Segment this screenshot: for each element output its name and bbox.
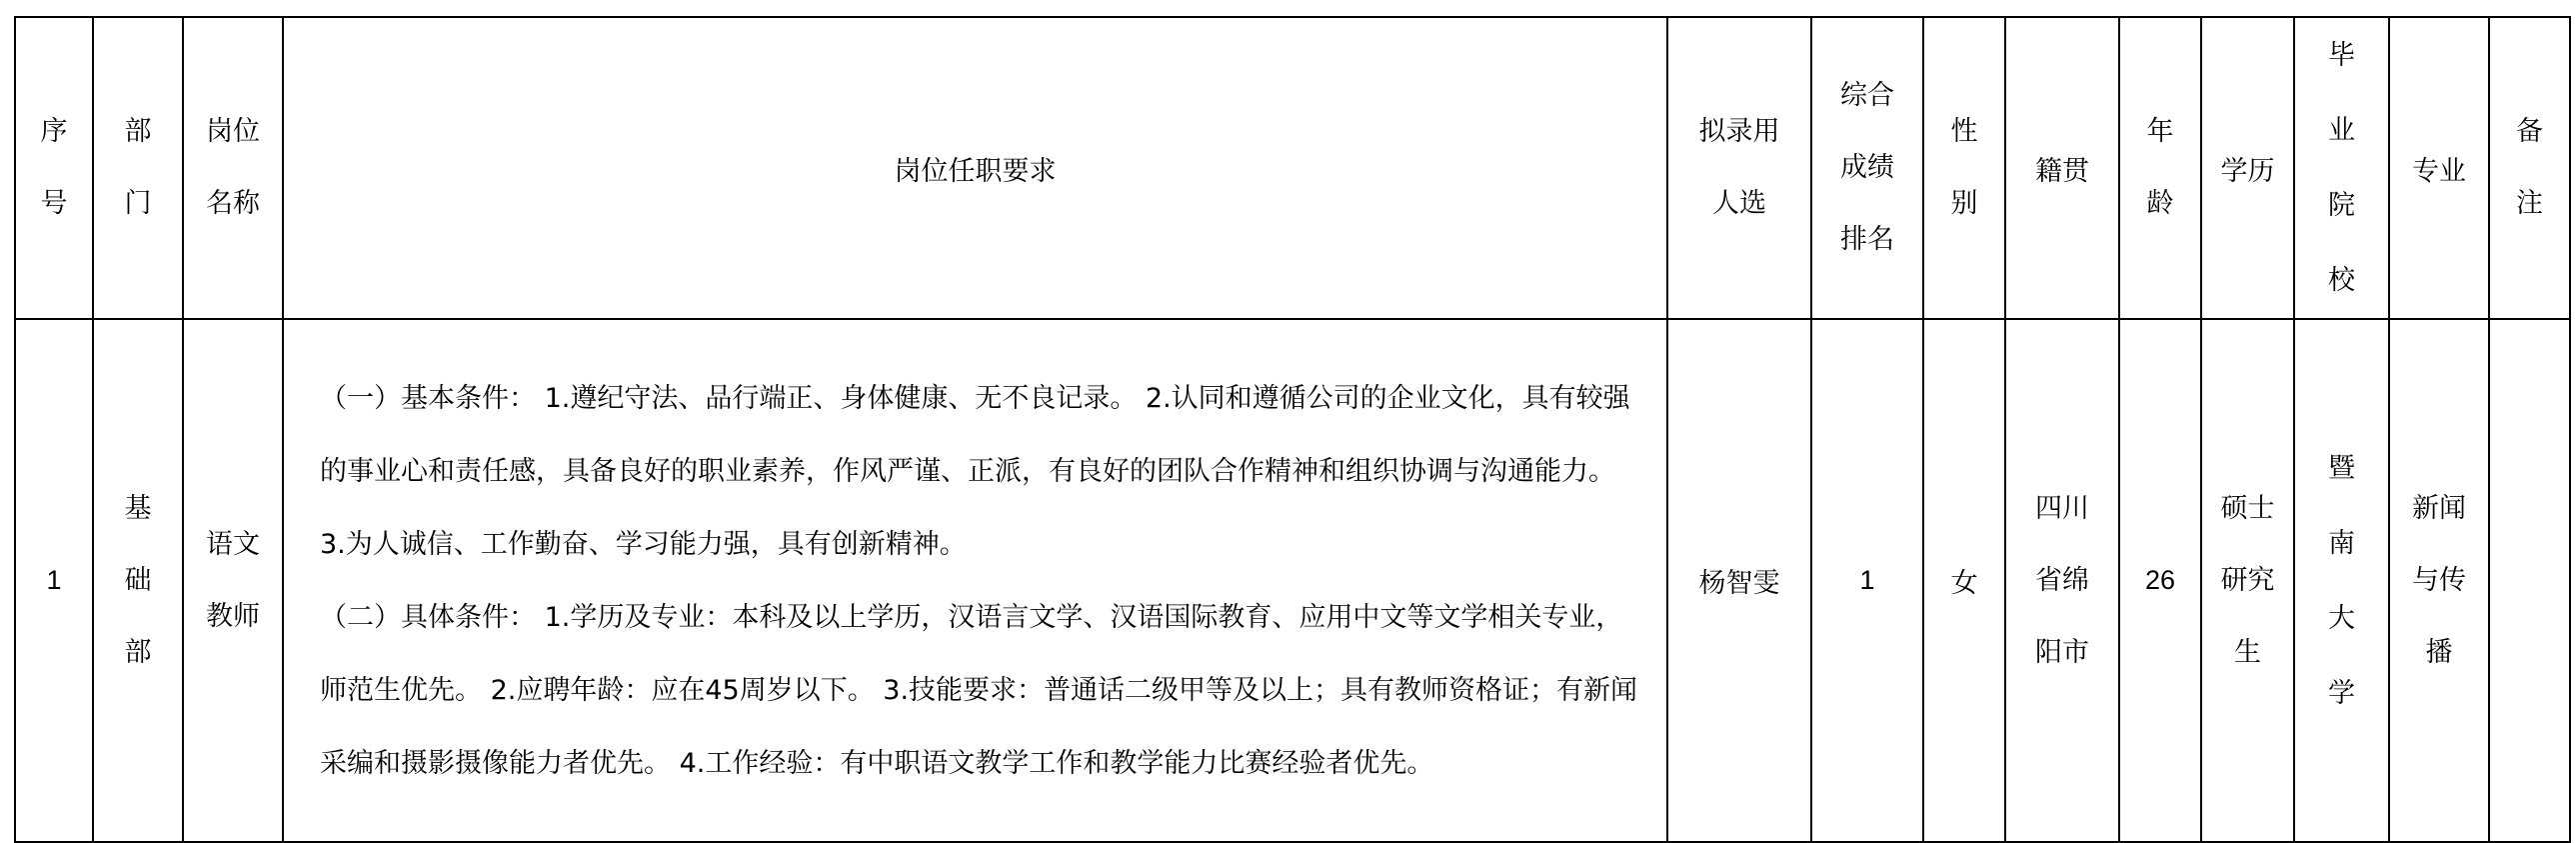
header-school: 毕业院校: [2294, 17, 2389, 319]
recruitment-table: [14, 16, 2571, 843]
cell-gender: 女: [1923, 319, 2005, 842]
header-gender: 性别: [1923, 17, 2005, 319]
recruitment-table-sheet: [14, 16, 2569, 834]
requirements-basic: （一）基本条件： 1.遵纪守法、品行端正、身体健康、无不良记录。 2.认同和遵循公司的企业文化，具有较强的事业心和责任感，具备良好的职业素养，作风严谨、正派，有良好的团队合作精神和组织协调与沟通能力。 3.为人诚信、工作勤奋、学习能力强，具有创新精神。: [320, 382, 1630, 560]
header-candidate: 拟录用人选: [1667, 17, 1811, 319]
header-dept: 部门: [93, 17, 183, 319]
cell-candidate: 杨智雯: [1667, 319, 1811, 842]
header-education: 学历: [2201, 17, 2294, 319]
requirements-specific: （二）具体条件： 1.学历及专业：本科及以上学历，汉语言文学、汉语国际教育、应用中文等文学相关专业，师范生优先。 2.应聘年龄：应在45周岁以下。 3.技能要求：普通话二级甲等及以上；具有教师资格证；有新闻采编和摄影摄像能力者优先。 4.工作经验：有中职语文教学工作和教学能力比赛经验者优先。: [320, 601, 1638, 779]
header-origin: 籍贯: [2005, 17, 2119, 319]
cell-age: 26: [2119, 319, 2201, 842]
cell-rank: 1: [1811, 319, 1923, 842]
table-row: [15, 319, 2570, 842]
cell-origin: 四川省绵阳市: [2005, 319, 2119, 842]
cell-seq: 1: [15, 319, 93, 842]
cell-remarks: [2489, 319, 2570, 842]
cell-school: 暨南大学: [2294, 319, 2389, 842]
table-header-row: [15, 17, 2570, 319]
header-remarks: 备注: [2489, 17, 2570, 319]
cell-position: 语文教师: [183, 319, 283, 842]
header-seq: 序号: [15, 17, 93, 319]
header-age: 年龄: [2119, 17, 2201, 319]
header-position: 岗位名称: [183, 17, 283, 319]
cell-education: 硕士研究生: [2201, 319, 2294, 842]
cell-dept: 基础部: [93, 319, 183, 842]
header-major: 专业: [2389, 17, 2489, 319]
header-rank: 综合成绩排名: [1811, 17, 1923, 319]
cell-requirements: [283, 319, 1667, 842]
header-requirements: 岗位任职要求: [283, 17, 1667, 319]
cell-major: 新闻与传播: [2389, 319, 2489, 842]
